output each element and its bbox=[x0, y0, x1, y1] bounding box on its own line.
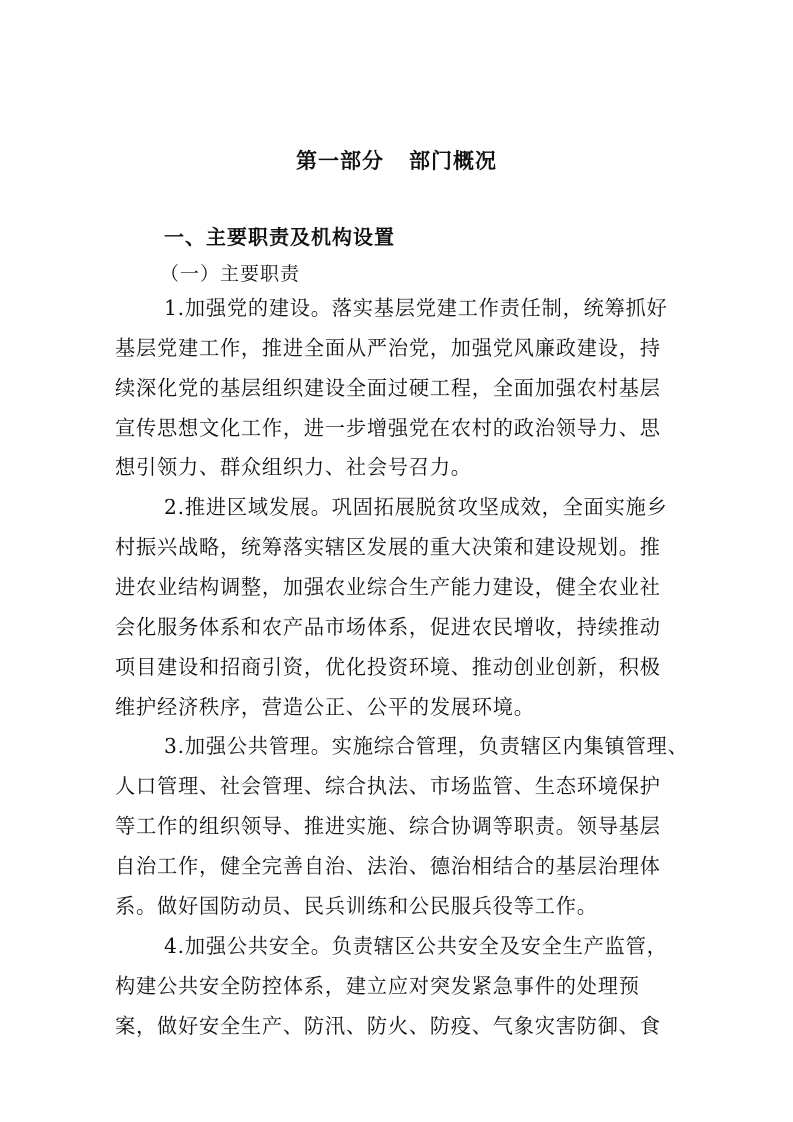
paragraph-3-line-1: 3.加强公共管理。实施综合管理，负责辖区内集镇管理、 bbox=[164, 734, 689, 758]
page-title: 第一部分 部门概况 bbox=[296, 149, 497, 173]
paragraph-1-line-3: 续深化党的基层组织建设全面过硬工程，全面加强农村基层 bbox=[115, 376, 661, 400]
paragraph-2-line-5: 项目建设和招商引资，优化投资环境、推动创业创新，积极 bbox=[115, 655, 661, 679]
paragraph-1-line-4: 宣传思想文化工作，进一步增强党在农村的政治领导力、思 bbox=[115, 416, 661, 440]
paragraph-3-line-3: 等工作的组织领导、推进实施、综合协调等职责。领导基层 bbox=[115, 814, 661, 838]
paragraph-2-line-4: 会化服务体系和农产品市场体系，促进农民增收，持续推动 bbox=[115, 615, 661, 639]
paragraph-1-line-2: 基层党建工作，推进全面从严治党，加强党风廉政建设，持 bbox=[115, 336, 661, 360]
paragraph-1-line-5: 想引领力、群众组织力、社会号召力。 bbox=[115, 455, 472, 479]
paragraph-2-line-6: 维护经济秩序，营造公正、公平的发展环境。 bbox=[115, 695, 535, 719]
subsection-heading: （一）主要职责 bbox=[160, 263, 301, 285]
paragraph-3-line-5: 系。做好国防动员、民兵训练和公民服兵役等工作。 bbox=[115, 894, 598, 918]
paragraph-3-line-4: 自治工作，健全完善自治、法治、德治相结合的基层治理体 bbox=[115, 854, 661, 878]
paragraph-4-line-3: 案，做好安全生产、防汛、防火、防疫、气象灾害防御、食 bbox=[115, 1014, 661, 1038]
section-heading: 一、主要职责及机构设置 bbox=[164, 225, 395, 249]
paragraph-3-line-2: 人口管理、社会管理、综合执法、市场监管、生态环境保护 bbox=[115, 774, 661, 798]
paragraph-2-line-2: 村振兴战略，统筹落实辖区发展的重大决策和建设规划。推 bbox=[115, 535, 661, 559]
paragraph-2-line-1: 2.推进区域发展。巩固拓展脱贫攻坚成效，全面实施乡 bbox=[164, 495, 668, 519]
paragraph-1-line-1: 1.加强党的建设。落实基层党建工作责任制，统筹抓好 bbox=[164, 296, 668, 320]
paragraph-4-line-2: 构建公共安全防控体系，建立应对突发紧急事件的处理预 bbox=[115, 974, 640, 998]
paragraph-4-line-1: 4.加强公共安全。负责辖区公共安全及安全生产监管， bbox=[164, 934, 668, 958]
paragraph-2-line-3: 进农业结构调整，加强农业综合生产能力建设，健全农业社 bbox=[115, 575, 661, 599]
